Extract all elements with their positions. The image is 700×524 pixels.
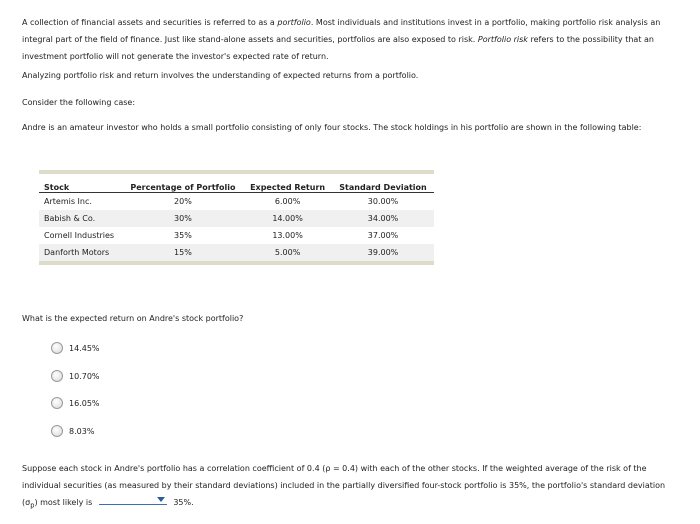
option-label: 10.70% (69, 371, 100, 381)
option-label: 14.45% (69, 343, 100, 353)
term-portfolio: portfolio (277, 18, 311, 27)
option-radio-4[interactable] (51, 425, 94, 437)
followup-text-1: Suppose each stock in Andre's portfolio has a correlation coefficient of 0.4 (ρ = 0.4) with each of the other stocks. If the weighted average of the risk of the individual securities (as measured by their standard deviations) included in the partially diversified four-stock portfolio is 35%, the portfolio's standard deviation (σ (22, 464, 666, 507)
table-row (39, 210, 434, 227)
cell-percentage: 30% (123, 210, 243, 227)
header-percentage: Percentage of Portfolio (123, 172, 243, 193)
table-row (39, 244, 434, 263)
term-portfolio-risk: Portfolio risk (477, 35, 528, 44)
table-row (39, 193, 434, 211)
cell-expected-return: 6.00% (274, 197, 301, 206)
cell-stock: Danforth Motors (39, 244, 123, 263)
option-label: 16.05% (69, 398, 100, 408)
cell-std-dev: 37.00% (367, 231, 399, 240)
followup-text-2: ) most likely is (34, 498, 93, 507)
followup-paragraph (22, 460, 682, 515)
header-stock: Stock (39, 172, 123, 193)
cell-stock: Artemis Inc. (44, 197, 92, 206)
cell-std-dev: 34.00% (332, 210, 434, 227)
option-radio-3[interactable] (51, 397, 100, 409)
portfolio-table (39, 170, 434, 265)
sigma-subscript: p (30, 501, 35, 510)
table-row (39, 227, 434, 244)
cell-std-dev: 30.00% (367, 197, 399, 206)
cell-percentage: 15% (123, 244, 243, 263)
header-std-dev: Standard Deviation (332, 172, 434, 193)
cell-expected-return: 13.00% (272, 231, 303, 240)
intro-text-1: A collection of financial assets and securities is referred to as a (22, 18, 278, 27)
table-header-row (39, 172, 434, 193)
cell-stock: Babish & Co. (39, 210, 123, 227)
radio-circle-icon[interactable] (51, 342, 63, 354)
option-radio-2[interactable] (51, 370, 100, 382)
option-label: 8.03% (69, 426, 95, 436)
cell-percentage: 35% (174, 231, 192, 240)
std-dev-dropdown[interactable] (99, 495, 167, 505)
intro-text-3: refers to the possibility that an investment portfolio will not generate the investor's expected rate of return. (22, 35, 654, 61)
intro-paragraph (22, 14, 682, 65)
intro-text-2: . Most individuals and institutions invest in a portfolio, making portfolio risk analysis an integral part of the field of finance. Just like stand-alone assets and securities, portfolios are also exposed to risk. (22, 18, 661, 44)
case-text: Andre is an amateur investor who holds a small portfolio consisting of only four stocks. The stock holdings in his portfolio are shown in the following table: (22, 123, 642, 132)
question-text: What is the expected return on Andre's stock portfolio? (22, 314, 244, 323)
header-expected-return: Expected Return (243, 172, 332, 193)
consider-text: Consider the following case: (22, 98, 136, 107)
cell-stock: Cornell Industries (44, 231, 115, 240)
option-radio-1[interactable] (51, 342, 100, 354)
radio-circle-icon[interactable] (51, 397, 63, 409)
cell-expected-return: 5.00% (243, 244, 332, 263)
followup-after: 35%. (173, 498, 194, 507)
analyzing-text: Analyzing portfolio risk and return involves the understanding of expected returns from a portfolio. (22, 71, 419, 80)
cell-std-dev: 39.00% (332, 244, 434, 263)
chevron-down-icon[interactable] (157, 497, 165, 502)
radio-circle-icon[interactable] (51, 425, 63, 437)
radio-circle-icon[interactable] (51, 370, 63, 382)
cell-expected-return: 14.00% (243, 210, 332, 227)
cell-percentage: 20% (174, 197, 192, 206)
